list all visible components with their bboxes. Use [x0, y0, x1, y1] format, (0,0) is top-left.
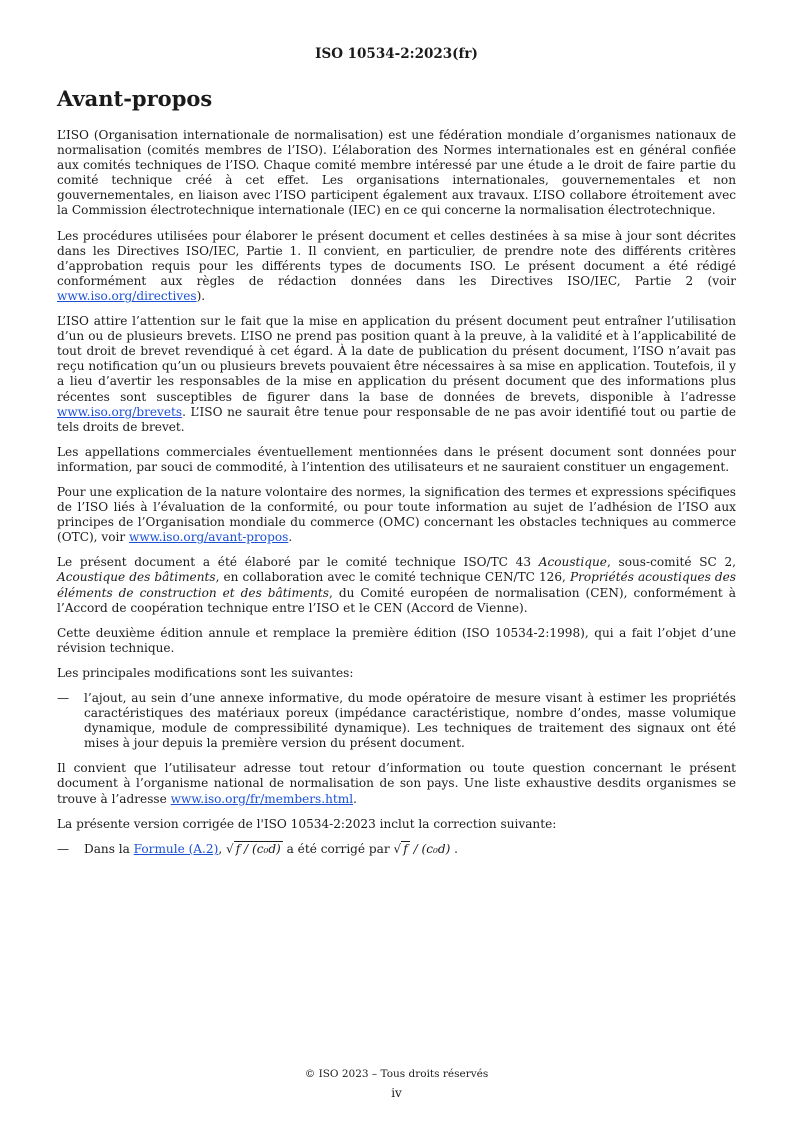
paragraph-voluntary-nature [57, 485, 736, 545]
section-title: Avant-propos [57, 86, 213, 111]
paragraph-procedures-end: ). [196, 288, 206, 303]
formula-new [394, 842, 451, 856]
paragraph-patents [57, 314, 736, 435]
radical-sign-old: √ [226, 841, 234, 856]
link-directives[interactable]: www.iso.org/directives [57, 288, 197, 303]
committee-text-c: , en collaboration avec le comité technique CEN/TC 126, [215, 570, 570, 585]
formula-old [226, 842, 283, 857]
link-brevets[interactable]: www.iso.org/brevets [57, 404, 183, 419]
committee-text-a: Le présent document a été élaboré par le comité technique ISO/TC 43 [57, 555, 539, 570]
page-number: iv [391, 1086, 402, 1100]
paragraph-edition: Cette deuxième édition annule et remplace la première édition (ISO 10534-2:1998), qui a fait l’objet d’une révision technique. [57, 625, 736, 655]
paragraph-voluntary-end: . [288, 530, 293, 545]
bullet-dash: — [57, 691, 70, 705]
paragraph-feedback-end: . [353, 791, 357, 806]
formula-new-radicand: f [403, 841, 408, 856]
formula-old-radicand: f / (c₀d) [235, 841, 281, 856]
list-item-change-text: l’ajout, au sein d’une annexe informative, du mode opératoire de mesure visant à estimer les propriétés caractéristiques des matériaux poreux (impédance caractéristique, nombre d’ondes, masse volumique dynamique, module de compressibilité dynamique). Les techniques de traitement des signaux ont été mises à jour depuis la première version du présent document. [84, 691, 736, 751]
paragraph-procedures-text: Les procédures utilisées pour élaborer le présent document et celles destinées à sa mise à jour sont décrites dans les Directives ISO/IEC, Partie 1. Il convient, en particulier, de prendre note des différents critères d’approbation requis pour les différents types de documents ISO. Le présent document a été rédigé conformément aux règles de rédaction données dans les Directives ISO/IEC, Partie 2 (voir [57, 228, 736, 288]
copyright-footer: © ISO 2023 – Tous droits réservés [304, 1068, 489, 1080]
formula-new-rest: / (c₀d) [409, 841, 451, 856]
paragraph-iso-intro: L’ISO (Organisation internationale de normalisation) est une fédération mondiale d’organismes nationaux de normalisation (comités membres de l’ISO). L’élaboration des Normes internationales est en général confiée aux comités techniques de l’ISO. Chaque comité membre intéressé par une étude a le droit de faire partie du comité technique créé à cet effet. Les organisations internationales, gouvernementales et non gouvernementales, en liaison avec l’ISO participent également aux travaux. L’ISO collabore étroitement avec la Commission électrotechnique internationale (IEC) en ce qui concerne la normalisation électrotechnique. [57, 128, 736, 218]
correction-mid: a été corrigé par [282, 841, 394, 856]
list-item-correction-text [84, 842, 736, 857]
paragraph-feedback [57, 761, 736, 806]
committee-title-batiments: Acoustique des bâtiments [57, 570, 216, 585]
paragraph-committee [57, 555, 736, 615]
paragraph-patents-end: . L’ISO ne saurait être tenue pour responsable de ne pas avoir identifié tout ou partie de tels droits de brevet. [57, 404, 736, 434]
list-item-change [57, 691, 736, 751]
link-members[interactable]: www.iso.org/fr/members.html [170, 791, 354, 806]
link-formule-a2[interactable]: Formule (A.2) [133, 841, 219, 856]
paragraph-changes-intro: Les principales modifications sont les suivantes: [57, 665, 354, 680]
correction-comma: , [218, 841, 227, 856]
paragraph-voluntary-text: Pour une explication de la nature volontaire des normes, la signification des termes et expressions spécifiques de l’ISO liés à l’évaluation de la conformité, ou pour toute information au sujet de l’adhésion de l’ISO aux principes de l’Organisation mondiale du commerce (OMC) concernant les obstacles techniques au commerce (OTC), voir [57, 484, 736, 545]
document-id-header: ISO 10534-2:2023(fr) [315, 46, 478, 62]
foreword-body [57, 128, 736, 867]
paragraph-trade-names: Les appellations commerciales éventuellement mentionnées dans le présent document sont données pour information, par souci de commodité, à l’intention des utilisateurs et ne sauraient constituer un engagement. [57, 444, 736, 474]
paragraph-patents-text: L’ISO attire l’attention sur le fait que la mise en application du présent document peut entraîner l’utilisation d’un ou de plusieurs brevets. L’ISO ne prend pas position quant à la preuve, à la validité et à l’applicabilité de tout droit de brevet revendiqué à cet égard. À la date de publication du présent document, l’ISO n’avait pas reçu notification qu’un ou plusieurs brevets pouvaient être nécessaires à sa mise en application. Toutefois, il y a lieu d’avertir les responsables de la mise en application du présent document que des informations plus récentes sont susceptibles de figurer dans la base de données de brevets, disponible à l’adresse [57, 314, 736, 404]
committee-text-b: , sous-comité SC 2, [606, 555, 736, 570]
bullet-dash-correction: — [57, 841, 70, 856]
radical-sign-new: √ [393, 841, 402, 856]
committee-title-proprietes: Propriétés acoustiques des éléments de construction et des bâtiments [57, 570, 737, 600]
paragraph-correction-intro: La présente version corrigée de l'ISO 10534-2:2023 inclut la correction suivante: [57, 816, 557, 831]
link-avant-propos[interactable]: www.iso.org/avant-propos [128, 530, 289, 545]
correction-end: . [450, 841, 458, 856]
committee-title-acoustique: Acoustique [538, 555, 607, 570]
paragraph-feedback-text: Il convient que l’utilisateur adresse tout retour d’information ou toute question concernant le présent document à l’organisme national de normalisation de son pays. Une liste exhaustive desdits organismes se trouve à l’adresse [57, 761, 736, 806]
correction-pre: Dans la [84, 841, 134, 856]
paragraph-procedures [57, 229, 736, 304]
list-item-correction [57, 842, 736, 857]
committee-text-d: , du Comité européen de normalisation (CEN), conformément à l’Accord de coopération technique entre l’ISO et le CEN (Accord de Vienne). [57, 585, 736, 615]
